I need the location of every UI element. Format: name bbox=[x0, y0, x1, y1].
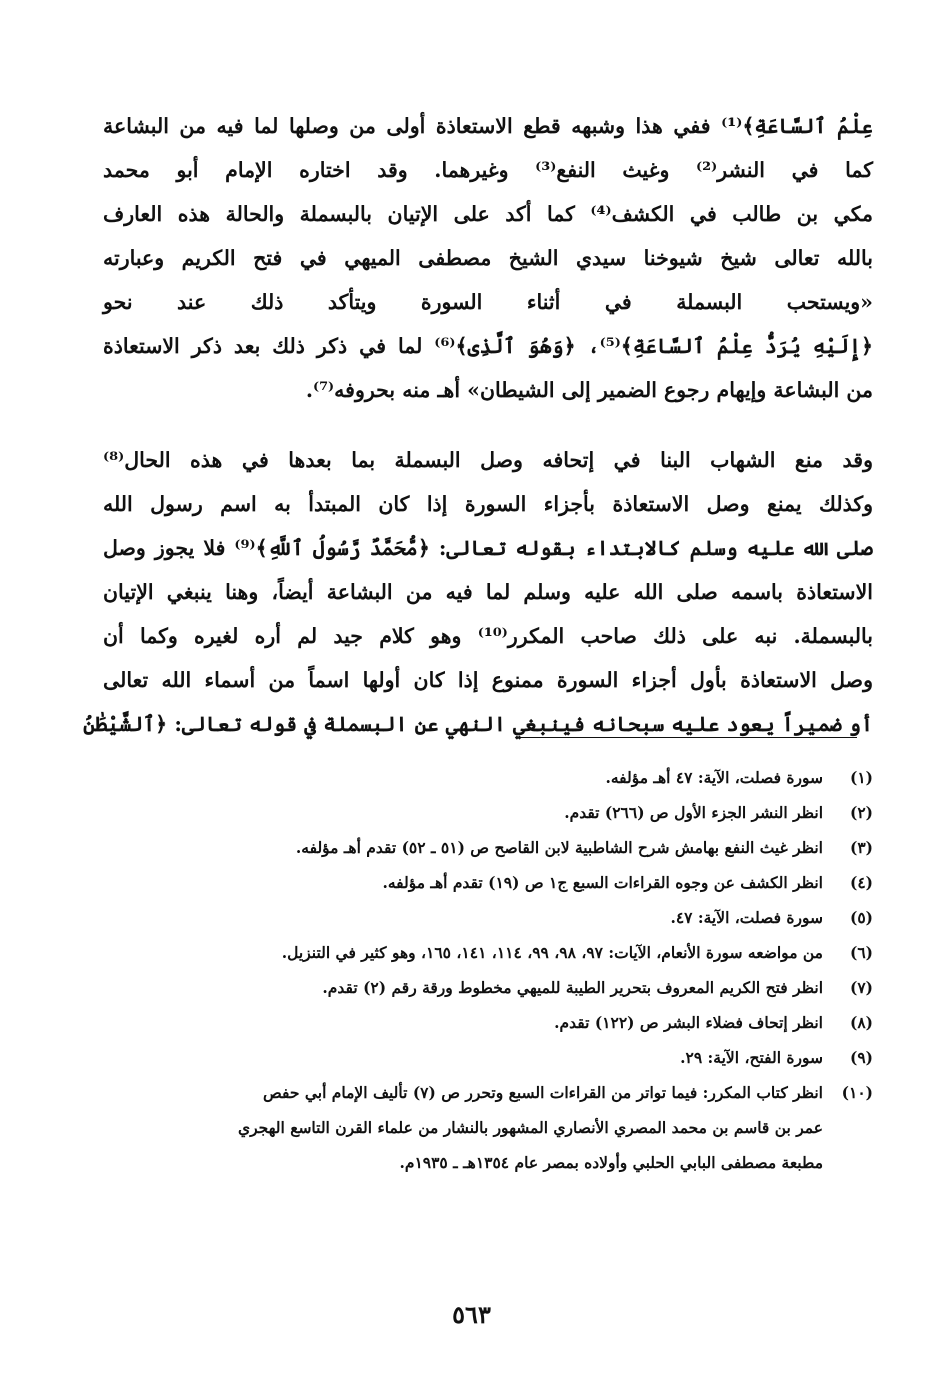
footnote-text: انظر فتح الكريم المعروف بتحرير الطيبة للميهي مخطوط ورقة رقم (٢) تقدم. bbox=[322, 978, 823, 997]
footnote bbox=[103, 935, 873, 970]
footnote-number: (٤) bbox=[849, 873, 873, 892]
footnote-text: سورة فصلت، الآية: ٤٧ أهـ مؤلفه. bbox=[605, 768, 823, 787]
paragraph-gap bbox=[103, 412, 873, 438]
footnote-text: انظر كتاب المكرر: فيما تواتر من القراءات السبع وتحرر ص (٧) تأليف الإمام أبي حفص bbox=[263, 1083, 823, 1102]
footnote bbox=[103, 1040, 873, 1075]
footnote-text: سورة فصلت، الآية: ٤٧. bbox=[670, 908, 823, 927]
footnote bbox=[103, 900, 873, 935]
footnote-text: انظر الكشف عن وجوه القراءات السبع ج١ ص (١٩) تقدم أهـ مؤلفه. bbox=[382, 873, 823, 892]
paragraph-line: كما في النشر⁽²⁾ وغيث النفع⁽³⁾ وغيرهما. وقد اختاره الإمام أبو محمد bbox=[103, 158, 873, 182]
paragraph-line: الاستعاذة باسمه صلى الله عليه وسلم لما فيه من البشاعة أيضاً، وهنا ينبغي الإتيان bbox=[103, 580, 873, 604]
paragraph-line: عِلْمُ ٱلسَّاعَةِ﴾⁽¹⁾ ففي هذا وشبهه قطع الاستعاذة أولى من وصلها لما فيه من البشاعة bbox=[103, 114, 873, 138]
footnote-text: مطبعة مصطفى البابي الحلبي وأولاده بمصر عام ١٣٥٤هـ ـ ١٩٣٥م. bbox=[399, 1153, 823, 1172]
footnote bbox=[103, 795, 873, 830]
footnote-number: (٣) bbox=[849, 838, 873, 857]
main-text bbox=[83, 104, 874, 746]
paragraph-line: أو ضميراً يعود عليه سبحانه فينبغي النهي عن البسملة في قوله تعالى: ﴿ٱلشَّيْطَٰنُ bbox=[83, 712, 873, 736]
footnote-separator bbox=[518, 737, 857, 738]
paragraph-line: «ويستحب البسملة في أثناء السورة ويتأكد ذلك عند نحو bbox=[103, 290, 873, 314]
footnote bbox=[103, 760, 873, 795]
footnote-continuation bbox=[103, 1145, 873, 1180]
footnote-text: عمر بن قاسم بن محمد المصري الأنصاري المشهور بالنشار من علماء القرن التاسع الهجري bbox=[237, 1118, 823, 1137]
footnote-text: انظر النشر الجزء الأول ص (٢٦٦) تقدم. bbox=[564, 803, 823, 822]
footnote bbox=[103, 865, 873, 900]
footnote-text: من مواضعه سورة الأنعام، الآيات: ٩٧، ٩٨، ٩٩، ١١٤، ١٤١، ١٦٥، وهو كثير في التنزيل. bbox=[281, 943, 823, 962]
paragraph-line: وقد منع الشهاب البنا في إتحافه وصل البسملة بما بعدها في هذه الحال⁽⁸⁾ bbox=[103, 448, 873, 472]
paragraph-line: وكذلك يمنع وصل الاستعاذة بأجزاء السورة إذا كان المبتدأ به اسم رسول الله bbox=[103, 492, 873, 516]
footnote bbox=[103, 1005, 873, 1040]
footnote-text: انظر إتحاف فضلاء البشر ص (١٢٢) تقدم. bbox=[554, 1013, 823, 1032]
paragraph-line: بالله تعالى شيخ شيوخنا سيدي الشيخ مصطفى الميهي في فتح الكريم وعبارته bbox=[103, 246, 873, 270]
paragraph-line: صلى الله عليه وسلم كالابتداء بقوله تعالى: ﴿مُّحَمَّدٌ رَّسُولُ ٱللَّهِ﴾⁽⁹⁾ فلا يجوز وصل bbox=[103, 536, 874, 560]
footnote bbox=[103, 970, 873, 1005]
footnote-number: (٢) bbox=[849, 803, 873, 822]
footnote-number: (٥) bbox=[849, 908, 873, 927]
paragraph-line: من البشاعة وإيهام رجوع الضمير إلى الشيطان» أهـ منه بحروفه⁽⁷⁾. bbox=[305, 378, 873, 402]
footnote-number: (٧) bbox=[849, 978, 873, 997]
footnotes bbox=[103, 760, 873, 1180]
footnote-number: (٦) bbox=[849, 943, 873, 962]
footnote bbox=[103, 1075, 873, 1110]
footnote-number: (٨) bbox=[849, 1013, 873, 1032]
paragraph-line: مكي بن طالب في الكشف⁽⁴⁾ كما أكد على الإتيان بالبسملة والحالة هذه العارف bbox=[103, 202, 874, 226]
footnote-number: (١٠) bbox=[841, 1083, 873, 1102]
paragraph-line: ﴿إِلَيْهِ يُرَدُّ عِلْمُ ٱلسَّاعَةِ﴾⁽⁵⁾، ﴿وَهُوَ ٱلَّذِى﴾⁽⁶⁾ لما في ذكر ذلك بعد ذكر الاستعاذة bbox=[103, 334, 873, 358]
footnote-number: (٩) bbox=[849, 1048, 873, 1067]
paragraph-line: وصل الاستعاذة بأول أجزاء السورة ممنوع إذا كان أولها اسماً من أسماء الله تعالى bbox=[103, 668, 873, 692]
footnote-text: سورة الفتح، الآية: ٢٩. bbox=[680, 1048, 823, 1067]
footnote-number: (١) bbox=[849, 768, 873, 787]
page-number: ٥٦٣ bbox=[452, 1300, 491, 1329]
footnote-continuation bbox=[103, 1110, 873, 1145]
footnote-text: انظر غيث النفع بهامش شرح الشاطبية لابن القاصح ص (٥١ ـ ٥٢) تقدم أهـ مؤلفه. bbox=[295, 838, 823, 857]
footnote bbox=[103, 830, 873, 865]
paragraph-line: بالبسملة. نبه على ذلك صاحب المكرر⁽¹⁰⁾ وهو كلام جيد لم أره لغيره وكما أن bbox=[103, 624, 873, 648]
